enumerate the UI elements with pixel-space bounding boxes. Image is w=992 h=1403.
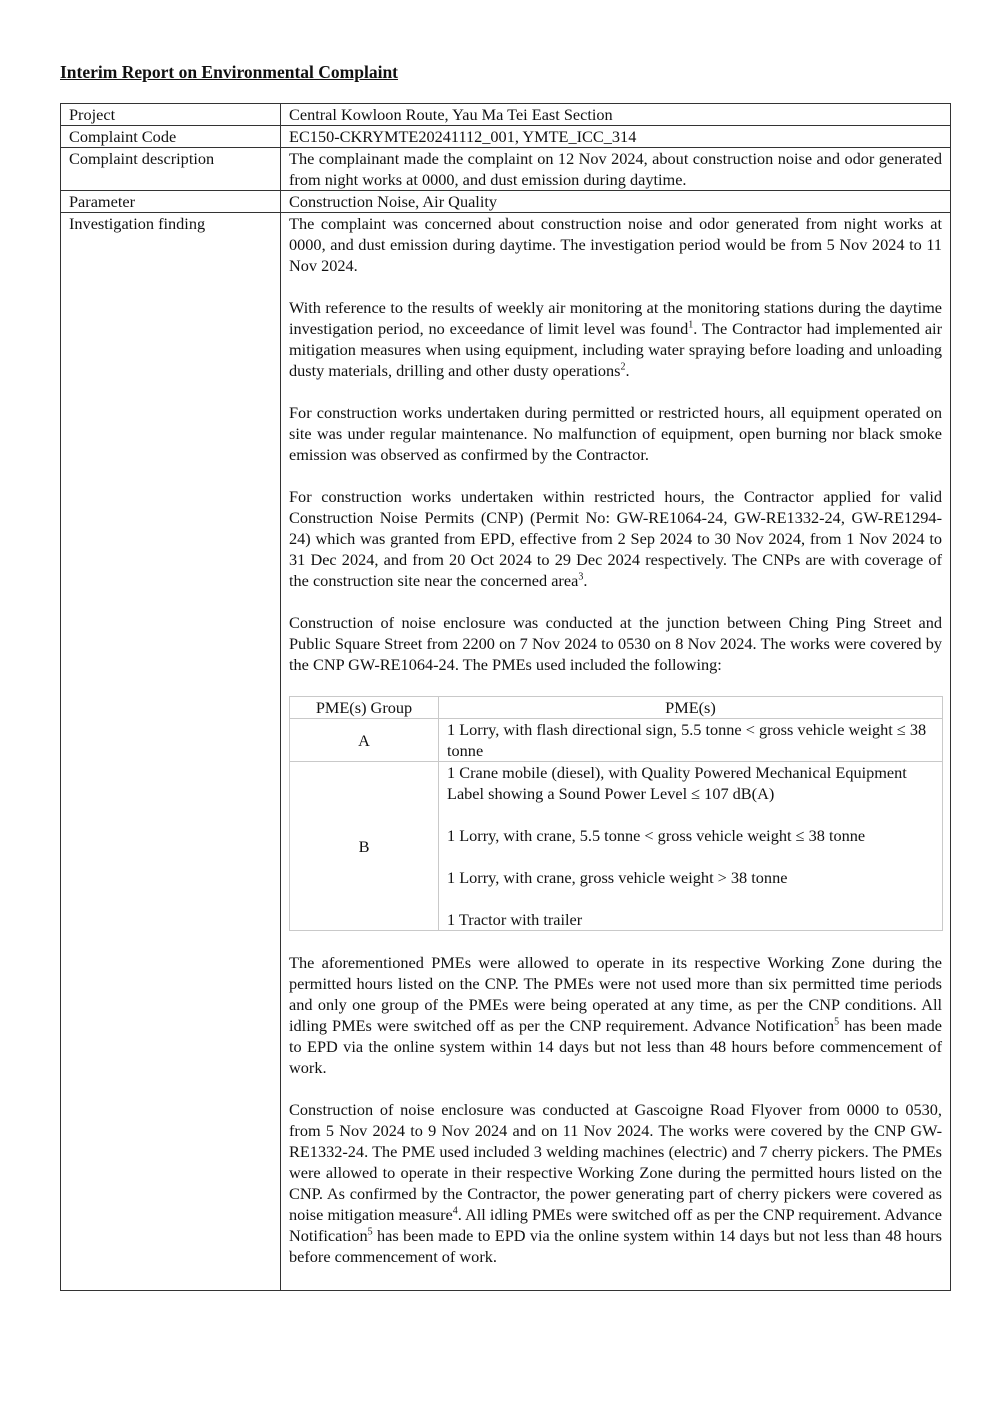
finding-paragraph-2 xyxy=(289,297,942,381)
complaint-code-value: EC150-CKRYMTE20241112_001, YMTE_ICC_314 xyxy=(281,126,951,148)
project-label: Project xyxy=(61,104,281,126)
complaint-description-label: Complaint description xyxy=(61,148,281,191)
text-span: With reference to the results of weekly air monitoring at the monitoring stations during the daytime investigation period, no exceedance of limit level was found xyxy=(289,298,942,338)
table-row xyxy=(290,697,943,719)
pme-group-a: A xyxy=(290,719,439,762)
complaint-table xyxy=(60,103,951,1291)
text-span: has been made to EPD via the online system within 14 days but not less than 48 hours before commencement of work. xyxy=(289,1226,942,1266)
text-span: . xyxy=(625,361,630,380)
text-span: . xyxy=(583,571,588,590)
pme-item: 1 Lorry, with crane, gross vehicle weight > 38 tonne xyxy=(447,868,788,887)
finding-paragraph-6 xyxy=(289,952,942,1078)
footnote-ref: 4 xyxy=(452,1205,458,1217)
footnote-ref: 5 xyxy=(834,1016,840,1028)
investigation-finding-value xyxy=(281,213,951,1291)
parameter-value: Construction Noise, Air Quality xyxy=(281,191,951,213)
finding-paragraph-1: The complaint was concerned about construction noise and odor generated from night works at 0000, and dust emission during daytime. The investigation period would be from 5 Nov 2024 to 11 Nov 2024. xyxy=(289,214,942,275)
table-row xyxy=(290,719,943,762)
pme-group-b: B xyxy=(290,762,439,931)
parameter-label: Parameter xyxy=(61,191,281,213)
table-row xyxy=(290,762,943,931)
pme-group-a-items xyxy=(439,719,943,762)
pme-item: 1 Lorry, with flash directional sign, 5.5 tonne < gross vehicle weight ≤ 38 tonne xyxy=(447,720,927,760)
text-span: For construction works undertaken within restricted hours, the Contractor applied for valid Construction Noise Permits (CNP) (Permit No: GW-RE1064-24, GW-RE1332-24, GW-RE1294-24) which was granted from EPD, effective from 2 Sep 2024 to 30 Nov 2024, from 1 Nov 2024 to 31 Dec 2024, and from 20 Oct 2024 to 29 Dec 2024 respectively. The CNPs are with coverage of the construction site near the concerned area xyxy=(289,487,942,590)
finding-paragraph-3: For construction works undertaken during permitted or restricted hours, all equipment operated on site was under regular maintenance. No malfunction of equipment, open burning nor black smoke emission was observed as confirmed by the Contractor. xyxy=(289,403,942,464)
table-row xyxy=(61,148,951,191)
investigation-finding-label: Investigation finding xyxy=(61,213,281,1291)
table-row xyxy=(61,213,951,1291)
complaint-description-value: The complainant made the complaint on 12 Nov 2024, about construction noise and odor generated from night works at 0000, and dust emission during daytime. xyxy=(281,148,951,191)
text-span: . All idling PMEs were switched off as per the CNP requirement. Advance Notification xyxy=(289,1205,942,1245)
footnote-ref: 5 xyxy=(367,1226,373,1238)
pme-group-b-items xyxy=(439,762,943,931)
report-title: Interim Report on Environmental Complaint xyxy=(60,62,399,82)
finding-paragraph-7 xyxy=(289,1099,942,1267)
footnote-ref: 1 xyxy=(688,319,694,331)
pme-table xyxy=(289,696,943,931)
pme-item: 1 Crane mobile (diesel), with Quality Powered Mechanical Equipment Label showing a Sound Power Level ≤ 107 dB(A) xyxy=(447,763,907,803)
table-row xyxy=(61,126,951,148)
table-row xyxy=(61,191,951,213)
pme-header: PME(s) xyxy=(439,697,943,719)
pme-item: 1 Tractor with trailer xyxy=(447,910,583,929)
complaint-code-label: Complaint Code xyxy=(61,126,281,148)
text-span: has been made to EPD via the online system within 14 days but not less than 48 hours before commencement of work. xyxy=(289,1016,943,1077)
pme-item: 1 Lorry, with crane, 5.5 tonne < gross vehicle weight ≤ 38 tonne xyxy=(447,826,866,845)
project-value: Central Kowloon Route, Yau Ma Tei East Section xyxy=(281,104,951,126)
finding-paragraph-4 xyxy=(289,486,942,591)
pme-group-header: PME(s) Group xyxy=(290,697,439,719)
text-span: . The Contractor had implemented air mitigation measures when using equipment, including water spraying before loading and unloading dusty materials, drilling and other dusty operations xyxy=(289,319,942,380)
footnote-ref: 2 xyxy=(620,361,626,373)
footnote-ref: 3 xyxy=(578,571,584,583)
text-span: Construction of noise enclosure was conducted at Gascoigne Road Flyover from 0000 to 0530, from 5 Nov 2024 to 9 Nov 2024 and on 11 Nov 2024. The works were covered by the CNP GW-RE1332-24. The PME used included 3 welding machines (electric) and 7 cherry pickers. The PMEs were allowed to operate in their respective Working Zone during the permitted hours listed on the CNP. As confirmed by the Contractor, the power generating part of cherry pickers were covered as noise mitigation measure xyxy=(289,1100,942,1224)
finding-paragraph-5: Construction of noise enclosure was conducted at the junction between Ching Ping Street and Public Square Street from 2200 on 7 Nov 2024 to 0530 on 8 Nov 2024. The works were covered by the CNP GW-RE1064-24. The PMEs used included the following: xyxy=(289,613,942,674)
text-span: The aforementioned PMEs were allowed to operate in its respective Working Zone during the permitted hours listed on the CNP. The PMEs were not used more than six permitted time periods and only one group of the PMEs were being operated at any time, as per the CNP conditions. All idling PMEs were switched off as per the CNP requirement. Advance Notification xyxy=(289,953,942,1035)
table-row xyxy=(61,104,951,126)
